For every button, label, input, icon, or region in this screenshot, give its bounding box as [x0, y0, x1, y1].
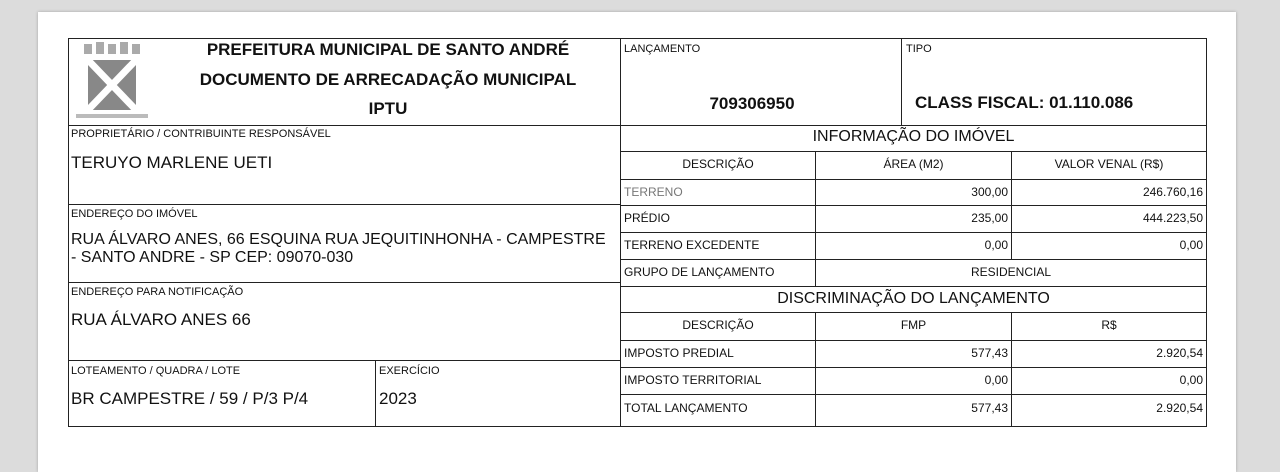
disc-row-1-fmp: 0,00 [984, 373, 1008, 387]
disc-row-0-rs: 2.920,54 [1156, 346, 1203, 360]
municipal-coat-of-arms-icon [74, 42, 150, 120]
disc-row-2-rs: 2.920,54 [1156, 401, 1203, 415]
disc-col-rs-header: R$ [1101, 318, 1117, 332]
disc-col-desc-header: DESCRIÇÃO [682, 318, 754, 332]
header-line2: DOCUMENTO DE ARRECADAÇÃO MUNICIPAL [199, 70, 577, 89]
header-line3: IPTU [368, 99, 408, 118]
iptu-document [68, 38, 1208, 428]
info-col-valor-header: VALOR VENAL (R$) [1054, 157, 1164, 171]
disc-row-0-desc: IMPOSTO PREDIAL [624, 346, 734, 360]
info-col-desc-header: DESCRIÇÃO [682, 157, 754, 171]
header-line1: PREFEITURA MUNICIPAL DE SANTO ANDRÉ [206, 40, 570, 59]
loteamento-value: BR CAMPESTRE / 59 / P/3 P/4 [71, 389, 309, 408]
exercicio-label: EXERCÍCIO [379, 365, 440, 377]
info-row-0-valor: 246.760,16 [1142, 185, 1203, 199]
disc-col-fmp-header: FMP [900, 318, 927, 332]
lancamento-value: 709306950 [709, 94, 795, 113]
discriminacao-title: DISCRIMINAÇÃO DO LANÇAMENTO [777, 290, 1050, 307]
tipo-label: TIPO [906, 43, 932, 55]
endereco-imovel-line1: RUA ÁLVARO ANES, 66 ESQUINA RUA JEQUITINHONHA - CAMPESTRE [71, 231, 606, 248]
disc-row-2-fmp: 577,43 [971, 401, 1008, 415]
info-row-1-area: 235,00 [971, 211, 1008, 225]
disc-row-2-desc: TOTAL LANÇAMENTO [624, 401, 748, 415]
tipo-value: CLASS FISCAL: 01.110.086 [915, 93, 1134, 112]
info-row-0-area: 300,00 [971, 185, 1008, 199]
proprietario-value: TERUYO MARLENE UETI [71, 153, 273, 172]
endereco-notificacao-label: ENDEREÇO PARA NOTIFICAÇÃO [71, 286, 244, 298]
grupo-value: RESIDENCIAL [970, 265, 1052, 279]
disc-row-1-desc: IMPOSTO TERRITORIAL [624, 373, 762, 387]
info-col-area-header: ÁREA (M2) [883, 157, 944, 171]
endereco-notificacao-value: RUA ÁLVARO ANES 66 [71, 310, 251, 329]
disc-row-0-fmp: 577,43 [971, 346, 1008, 360]
grupo-label: GRUPO DE LANÇAMENTO [624, 265, 775, 279]
exercicio-value: 2023 [379, 389, 417, 408]
info-row-1-desc: PRÉDIO [624, 211, 671, 225]
proprietario-label: PROPRIETÁRIO / CONTRIBUINTE RESPONSÁVEL [71, 128, 331, 140]
disc-row-1-rs: 0,00 [1179, 373, 1203, 387]
info-row-2-valor: 0,00 [1179, 238, 1203, 252]
info-row-1-valor: 444.223,50 [1142, 211, 1203, 225]
loteamento-label: LOTEAMENTO / QUADRA / LOTE [71, 365, 241, 377]
info-row-2-area: 0,00 [984, 238, 1008, 252]
lancamento-label: LANÇAMENTO [624, 43, 701, 55]
info-row-2-desc: TERRENO EXCEDENTE [624, 238, 760, 252]
endereco-imovel-label: ENDEREÇO DO IMÓVEL [71, 208, 198, 220]
endereco-imovel-line2: - SANTO ANDRE - SP CEP: 09070-030 [71, 249, 354, 266]
info-imovel-title: INFORMAÇÃO DO IMÓVEL [812, 128, 1015, 145]
info-row-0-desc: TERRENO [624, 185, 683, 199]
